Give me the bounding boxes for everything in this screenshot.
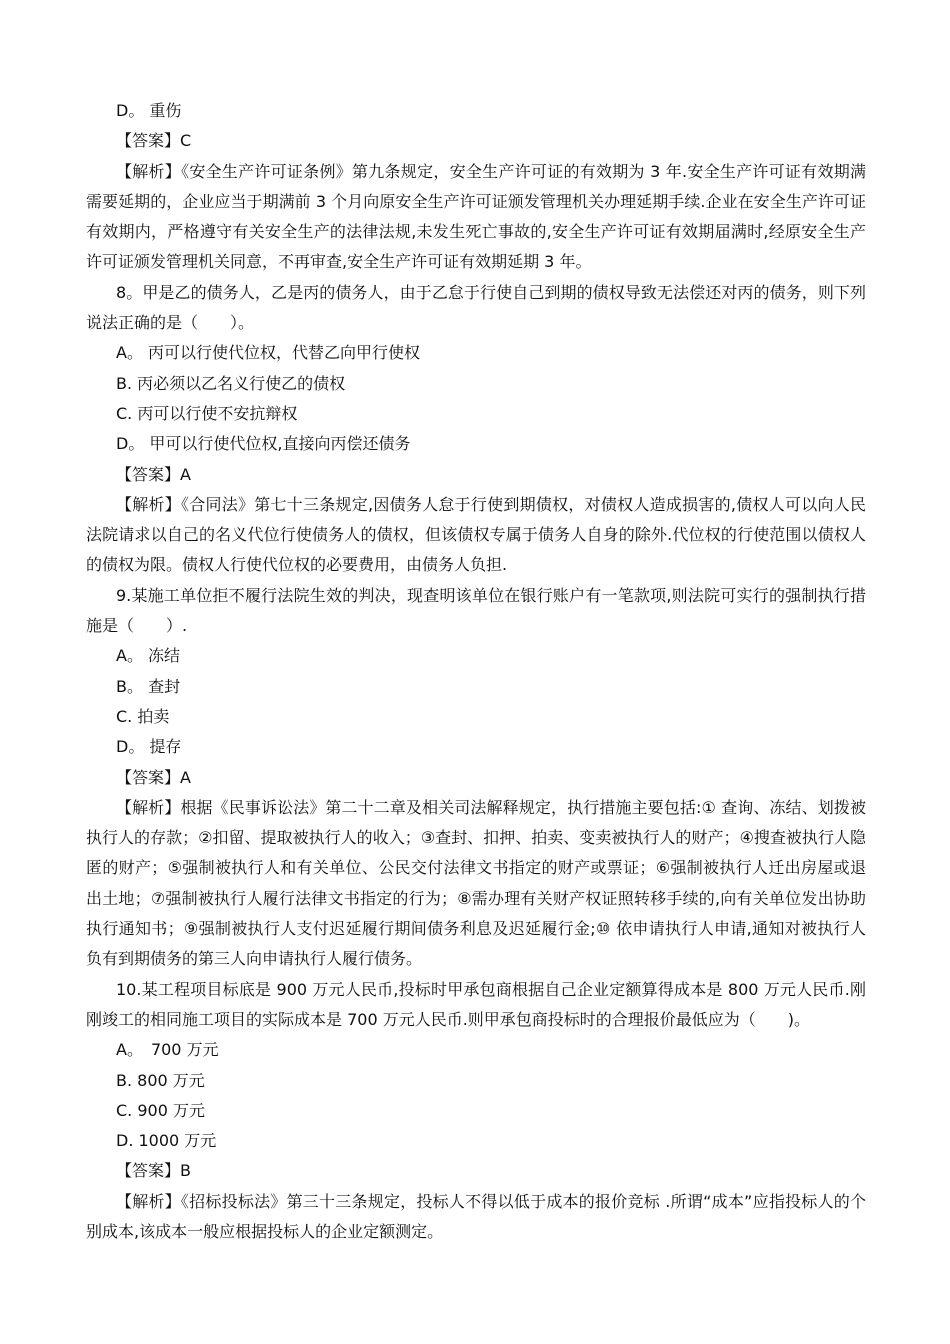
q7-option-d: D。 重伤 xyxy=(116,101,182,120)
q10-option-d: D. 1000 万元 xyxy=(116,1131,217,1151)
q10-option-b: B. 800 万元 xyxy=(116,1070,205,1090)
q9-answer: 【答案】A xyxy=(116,767,191,787)
q9-option-d: D。 提存 xyxy=(116,737,182,757)
q10-explanation: 【解析】《招标投标法》第三十三条规定，投标人不得以低于成本的报价竞标 .所谓“成本”应指投标人的个别成本,该成本一般应根据投标人的企业定额测定。 xyxy=(86,1191,866,1241)
q8-answer: 【答案】A xyxy=(116,464,191,484)
q9-option-b: B。 查封 xyxy=(116,676,181,696)
q7-answer: 【答案】C xyxy=(116,131,192,151)
q9-question: 9.某施工单位拒不履行法院生效的判决，现查明该单位在银行账户有一笔款项,则法院可实行的强制执行措施是（ ）. xyxy=(86,585,866,636)
q8-option-d: D。 甲可以行使代位权,直接向丙偿还债务 xyxy=(116,434,411,454)
q8-option-b: B. 丙必须以乙名义行使乙的债权 xyxy=(116,373,346,393)
q8-explanation: 【解析】《合同法》第七十三条规定,因债务人怠于行使到期债权，对债权人造成损害的,债权人可以向人民法院请求以自己的名义代位行使债务人的债权，但该债权专属于债务人自身的除外.代位权的行使范围以债权人的债权为限。债权人行使代位权的必要费用，由债务人负担. xyxy=(86,494,866,575)
q9-option-c: C. 拍卖 xyxy=(116,706,170,726)
q10-option-a: A。 700 万元 xyxy=(116,1040,219,1060)
q9-explanation: 【解析】根据《民事诉讼法》第二十二章及相关司法解释规定，执行措施主要包括:① 查询、冻结、划拨被执行人的存款；②扣留、提取被执行人的收入；③查封、扣押、拍卖、变卖被执行人的财产；④搜查被执行人隐匿的财产；⑤强制被执行人和有关单位、公民交付法律文书指定的财产或票证；⑥强制被执行人迁出房屋或退出土地；⑦强制被执行人履行法律文书指定的行为；⑧需办理有关财产权证照转移手续的,向有关单位发出协助执行通知书；⑨强制被执行人支付迟延履行期间债务利息及迟延履行金;⑩ 依申请执行人申请,通知对被执行人负有到期债务的第三人向申请执行人履行债务。 xyxy=(86,797,866,969)
q10-answer: 【答案】B xyxy=(116,1161,191,1181)
q10-question: 10.某工程项目标底是 900 万元人民币,投标时甲承包商根据自己企业定额算得成本是 800 万元人民币.刚刚竣工的相同施工项目的实际成本是 700 万元人民币.则甲承包商投标时的合理报价最低应为（ )。 xyxy=(86,979,866,1029)
q8-option-a: A。 丙可以行使代位权，代替乙向甲行使权 xyxy=(116,343,421,363)
q9-option-a: A。 冻结 xyxy=(116,646,181,666)
document-page xyxy=(86,96,866,1247)
q7-explanation: 【解析】《安全生产许可证条例》第九条规定，安全生产许可证的有效期为 3 年.安全生产许可证有效期满需要延期的，企业应当于期满前 3 个月向原安全生产许可证颁发管理机关办理延期手续.企业在安全生产许可证有效期内，严格遵守有关安全生产的法律法规,未发生死亡事故的,安全生产许可证有效期届满时,经原安全生产许可证颁发管理机关同意，不再审查,安全生产许可证有效期延期 3 年。 xyxy=(86,161,866,272)
q8-question: 8。甲是乙的债务人，乙是丙的债务人，由于乙怠于行使自己到期的债权导致无法偿还对丙的债务，则下列说法正确的是（ ）。 xyxy=(86,282,866,333)
q8-option-c: C. 丙可以行使不安抗辩权 xyxy=(116,403,298,423)
q10-option-c: C. 900 万元 xyxy=(116,1100,205,1120)
